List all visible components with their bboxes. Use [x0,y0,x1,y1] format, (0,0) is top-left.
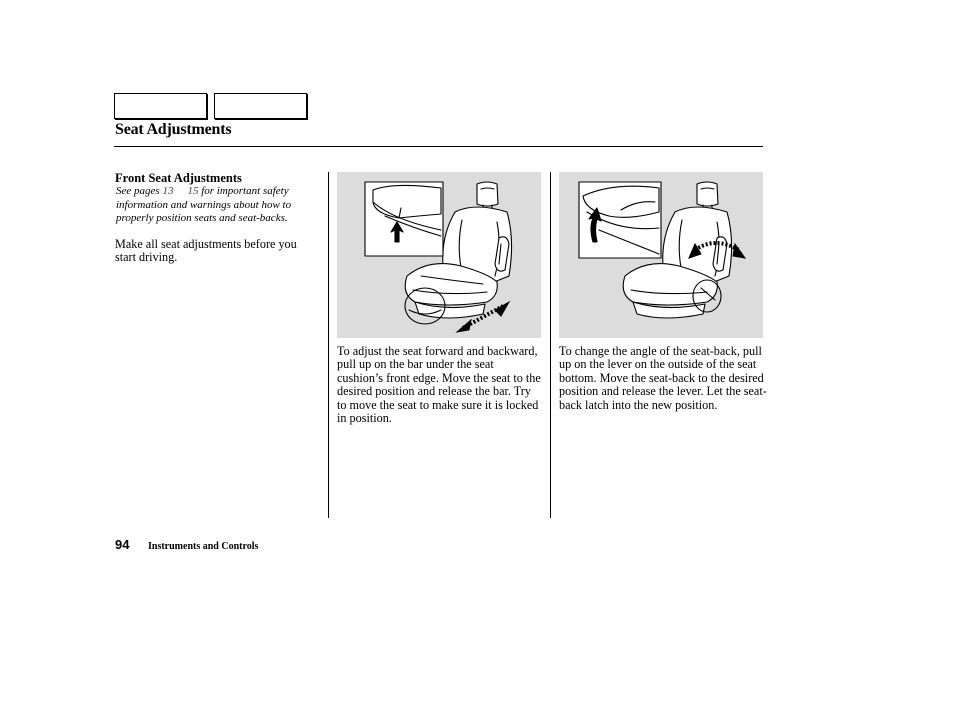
seat-back-recline-illustration [559,172,763,338]
title-divider [114,146,763,147]
seat-back-recline-icon [559,172,763,338]
page-title: Seat Adjustments [115,121,232,138]
column-divider [328,172,329,518]
page-link-15[interactable]: 15 [187,185,199,197]
section-name: Instruments and Controls [148,541,259,552]
intro-text: Make all seat adjustments before you start driving. [115,237,297,265]
safety-reference [116,185,326,226]
column-divider [550,172,551,518]
page-number: 94 [115,537,130,552]
seat-slide-illustration [337,172,541,338]
see-pages-suffix: for important safety information and warnings about how to properly position seats and seat-backs. [116,185,292,224]
page-link-13[interactable]: 13 [162,185,174,197]
nav-tab-previous[interactable] [114,93,207,119]
nav-tab-next[interactable] [214,93,307,119]
seat-slide-icon [337,172,541,338]
seat-back-instructions: To change the angle of the seat-back, pull up on the lever on the outside of the seat bottom. Move the seat-back to the desired position and release the lever. Let the seat-back latch into the new position. [559,344,767,412]
seat-slide-instructions: To adjust the seat forward and backward, pull up on the bar under the seat cushion’s front edge. Move the seat to the desired position and release the bar. Try to move the seat to make sure it is locked in position. [337,344,541,426]
section-heading: Front Seat Adjustments [115,171,242,185]
see-pages-prefix: See pages [116,185,160,197]
